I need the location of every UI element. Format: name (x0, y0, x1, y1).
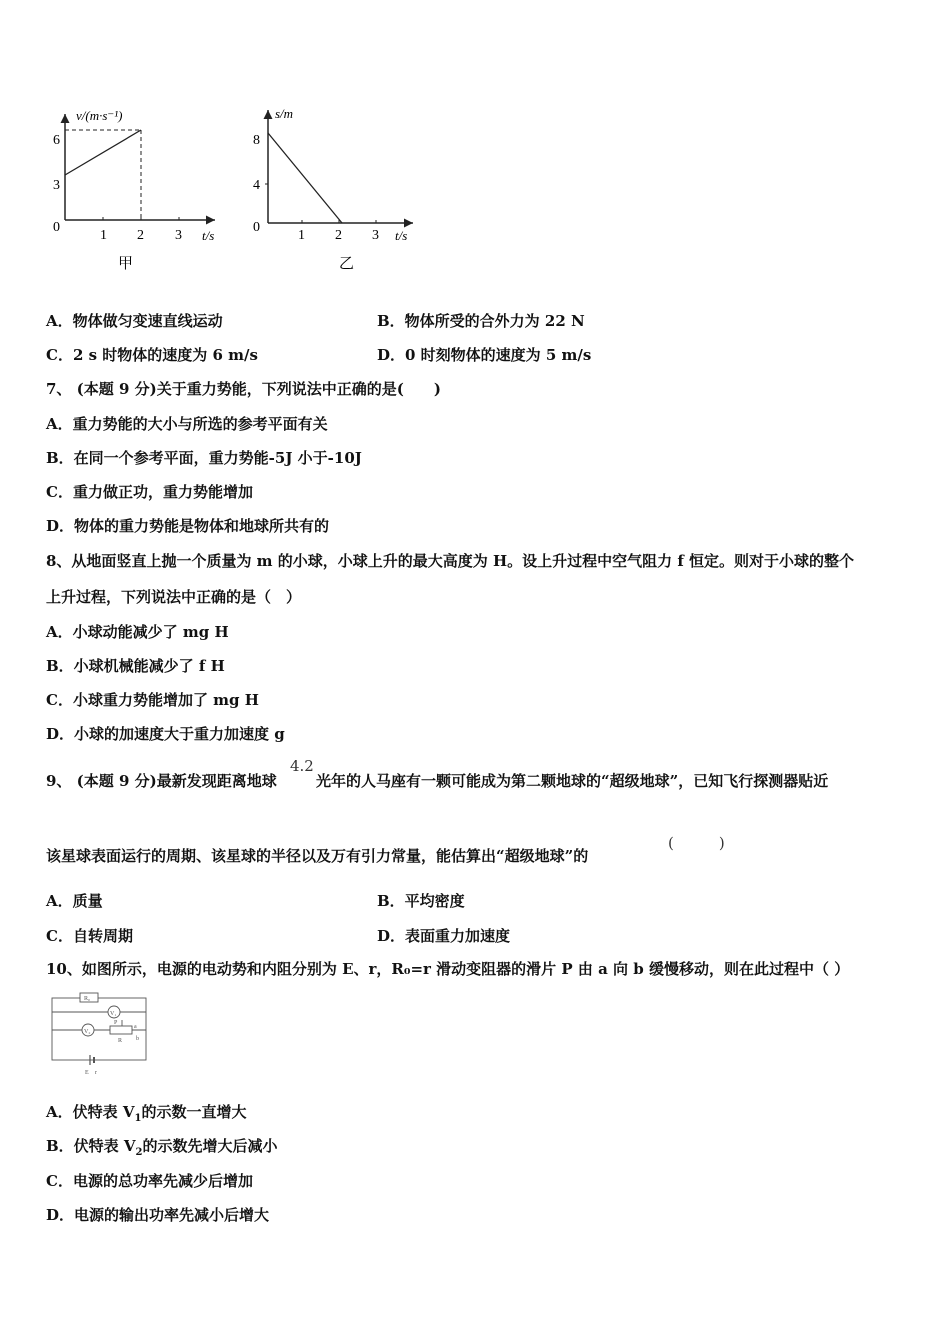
y-tick-8: 8 (253, 133, 260, 148)
q7-option-d: D．物体的重力势能是物体和地球所共有的 (46, 517, 330, 535)
x-tick-2: 2 (335, 228, 342, 243)
q8-stem-line2: 上升过程，下列说法中正确的是（ ） (46, 588, 302, 606)
q10-option-c: C．电源的总功率先减少后增加 (46, 1172, 253, 1190)
label-internal-r: r (95, 1070, 97, 1076)
data-line (65, 130, 141, 175)
q9-option-d: D．表面重力加速度 (377, 927, 511, 945)
label-r: R (118, 1038, 123, 1044)
label-a: a (134, 1024, 137, 1030)
y-axis-label: v/(m·s⁻¹) (76, 108, 123, 123)
q7-option-b: B．在同一个参考平面，重力势能-5J 小于-10J (46, 449, 362, 467)
q10-option-d: D．电源的输出功率先减小后增大 (46, 1206, 270, 1224)
q7-option-a: A．重力势能的大小与所选的参考平面有关 (46, 415, 328, 433)
label-p: P (114, 1020, 118, 1026)
y-tick-0: 0 (253, 220, 260, 235)
label-e: E (85, 1070, 89, 1076)
y-axis-label: s/m (275, 106, 294, 121)
q6-option-d: D．0 时刻物体的速度为 5 m/s (377, 346, 592, 364)
q6-option-b: B．物体所受的合外力为 22 N (377, 312, 585, 330)
q9-option-b: B．平均密度 (377, 892, 465, 910)
q10-option-a: A．伏特表 $V_1$的示数一直增大 (46, 1103, 247, 1124)
q8-option-d: D．小球的加速度大于重力加速度 g (46, 725, 285, 743)
circuit-diagram (48, 988, 154, 1080)
y-tick-4: 4 (253, 178, 260, 193)
y-tick-6: 6 (53, 133, 60, 148)
x-tick-1: 1 (298, 228, 305, 243)
q8-option-b: B．小球机械能减少了 f H (46, 657, 225, 675)
label-v1: V₁ (110, 1011, 117, 1017)
q10-option-b: B．伏特表 $V_2$的示数先增大后减小 (46, 1137, 278, 1158)
q8-option-a: A．小球动能减少了 mg H (46, 623, 229, 641)
x-tick-1: 1 (100, 228, 107, 243)
q9-stem-part2: 光年的人马座有一颗可能成为第二颗地球的“超级地球”，已知飞行探测器贴近 (316, 772, 829, 790)
q9-answer-paren: ( ) (668, 834, 725, 852)
q9-option-c: C．自转周期 (46, 927, 133, 945)
q10-stem: 10、如图所示，电源的电动势和内阻分别为 E、r，R₀=r 滑动变阻器的滑片 P 由 a 向 b 缓慢移动，则在此过程中（ ） (46, 960, 850, 978)
q7-option-c: C．重力做正功，重力势能增加 (46, 483, 253, 501)
q7-stem: 7、 (本题 9 分)关于重力势能，下列说法中正确的是( ) (46, 380, 441, 398)
rheostat-r (110, 1026, 132, 1034)
label-r0: R₀ (84, 996, 91, 1002)
x-tick-3: 3 (175, 228, 182, 243)
q9-option-a: A．质量 (46, 892, 103, 910)
x-axis-label: t/s (395, 228, 408, 243)
graph-caption: 甲 (118, 256, 134, 272)
q8-stem-line1: 8、从地面竖直上抛一个质量为 m 的小球，小球上升的最大高度为 H。设上升过程中空气阻力 f 恒定。则对于小球的整个 (46, 552, 855, 570)
q9-stem-part1: 9、 (本题 9 分)最新发现距离地球 (46, 772, 277, 790)
data-line (268, 133, 342, 223)
q6-option-c: C．2 s 时物体的速度为 6 m/s (46, 346, 258, 364)
x-tick-2: 2 (137, 228, 144, 243)
graph-caption: 乙 (339, 256, 355, 272)
label-b: b (136, 1036, 139, 1042)
q6-option-a: A．物体做匀变速直线运动 (46, 312, 223, 330)
label-v2: V₂ (84, 1029, 91, 1035)
q9-distance-value: 4.2 (290, 757, 314, 775)
graph-s-t (243, 100, 443, 280)
y-tick-0: 0 (53, 220, 60, 235)
graph-v-t (40, 100, 240, 280)
y-tick-3: 3 (53, 178, 60, 193)
x-tick-3: 3 (372, 228, 379, 243)
q8-option-c: C．小球重力势能增加了 mg H (46, 691, 259, 709)
q9-stem-line2: 该星球表面运行的周期、该星球的半径以及万有引力常量，能估算出“超级地球”的 (46, 847, 589, 865)
x-axis-label: t/s (202, 228, 215, 243)
